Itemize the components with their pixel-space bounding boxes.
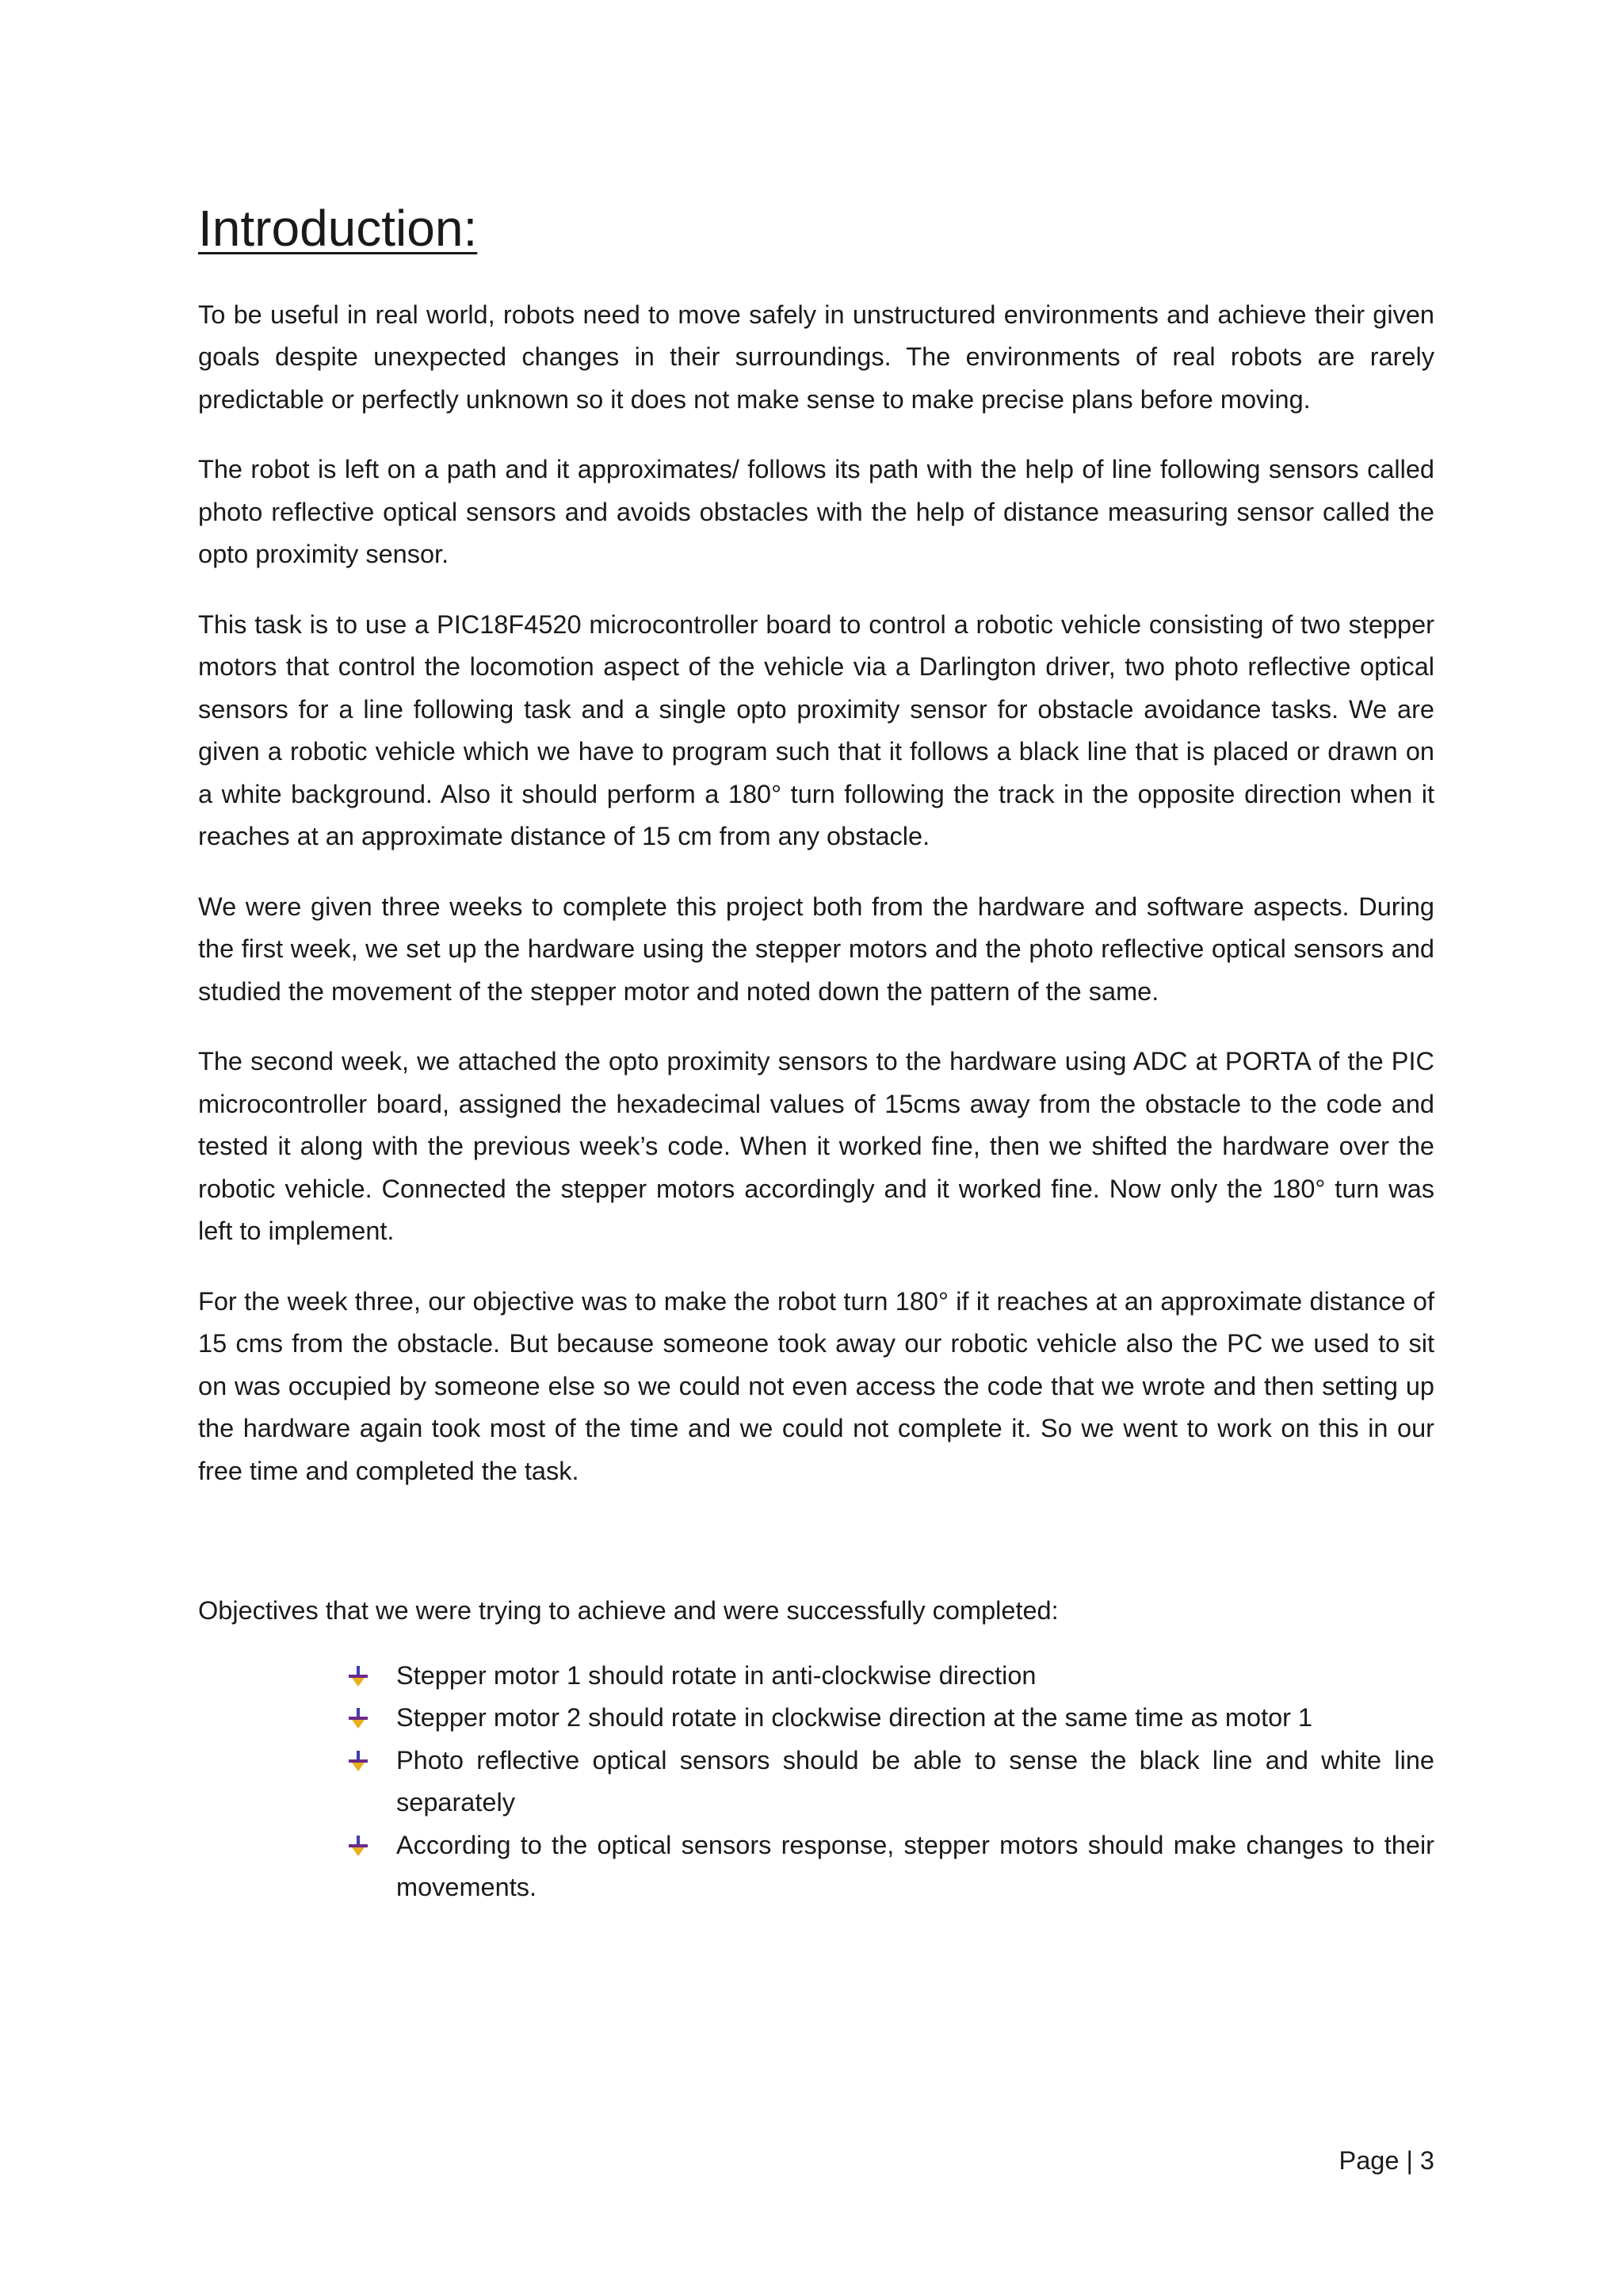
document-page: [198, 198, 1434, 1909]
paragraph-5: The second week, we attached the opto proximity sensors to the hardware using ADC at PORTA of the PIC microcontroller board, assigned the hexadecimal values of 15cms away from the obstacle to the code and tested it along with the previous week’s code. When it worked fine, then we shifted the hardware over the robotic vehicle. Connected the stepper motors accordingly and it worked fine. Now only the 180° turn was left to implement.: [198, 1047, 1434, 1246]
paragraph-3: This task is to use a PIC18F4520 microcontroller board to control a robotic vehicle consisting of two stepper motors that control the locomotion aspect of the vehicle via a Darlington driver, two photo reflective optical sensors for a line following task and a single opto proximity sensor for obstacle avoidance tasks. We are given a robotic vehicle which we have to program such that it follows a black line that is placed or drawn on a white background. Also it should perform a 180° turn following the track in the opposite direction when it reaches at an approximate distance of 15 cm from any obstacle.: [198, 609, 1434, 851]
arrow-down-bullet-icon: [347, 1750, 369, 1772]
objective-text: According to the optical sensors response, stepper motors should make changes to their movements.: [396, 1830, 1434, 1902]
list-item: [396, 1824, 1434, 1909]
paragraph-2: The robot is left on a path and it approximates/ follows its path with the help of line following sensors called photo reflective optical sensors and avoids obstacles with the help of distance measuring sensor called the opto proximity sensor.: [198, 455, 1434, 569]
paragraph-6: For the week three, our objective was to make the robot turn 180° if it reaches at an approximate distance of 15 cms from the obstacle. But because someone took away our robotic vehicle also the PC we used to sit on was occupied by someone else so we could not even access the code that we wrote and then setting up the hardware again took most of the time and we could not complete it. So we went to work on this in our free time and completed the task.: [198, 1286, 1434, 1485]
page-number: Page | 3: [1338, 2146, 1434, 2175]
arrow-down-bullet-icon: [347, 1665, 369, 1687]
arrow-down-bullet-icon: [347, 1835, 369, 1857]
objective-text: Photo reflective optical sensors should be able to sense the black line and white line separately: [396, 1745, 1434, 1817]
list-item: [396, 1740, 1434, 1824]
objective-text: Stepper motor 1 should rotate in anti-clockwise direction: [396, 1660, 1037, 1690]
objective-text: Stepper motor 2 should rotate in clockwise direction at the same time as motor 1: [396, 1703, 1313, 1733]
paragraph-1: To be useful in real world, robots need to move safely in unstructured environments and achieve their given goals despite unexpected changes in their surroundings. The environments of real robots are rarely predictable or perfectly unknown so it does not make sense to make precise plans before moving.: [198, 300, 1434, 414]
objectives-intro: Objectives that we were trying to achieve and were successfully completed:: [198, 1596, 1059, 1626]
objectives-list: [198, 1655, 1434, 1909]
arrow-down-bullet-icon: [347, 1707, 369, 1729]
list-item: [396, 1655, 1434, 1698]
paragraph-4: We were given three weeks to complete this project both from the hardware and software aspects. During the first week, we set up the hardware using the stepper motors and the photo reflective optical sensors and studied the movement of the stepper motor and noted down the pattern of the same.: [198, 892, 1434, 1006]
list-item: [396, 1697, 1434, 1740]
page-title: Introduction:: [198, 200, 478, 257]
